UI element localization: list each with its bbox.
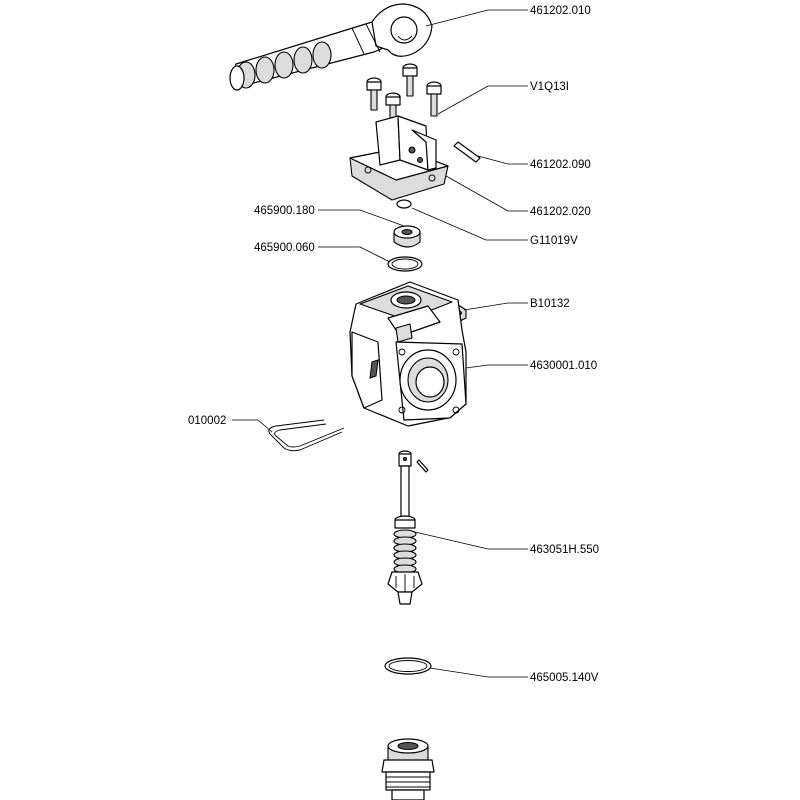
label-g11019v: G11019V <box>530 235 578 247</box>
handle-lever-part <box>230 4 432 90</box>
bottom-fitting-part <box>382 739 434 800</box>
label-v1q13i: V1Q13I <box>530 81 569 93</box>
label-461202-010: 461202.010 <box>530 5 591 17</box>
screw-1 <box>367 78 381 110</box>
bottom-oring-part <box>385 658 431 674</box>
bushing-part <box>394 226 420 247</box>
stem-part <box>388 451 428 604</box>
screw-3 <box>427 82 441 116</box>
label-463051h-550: 463051H.550 <box>530 544 600 556</box>
wire-clip-part <box>269 420 344 451</box>
label-010002: 010002 <box>188 415 227 427</box>
label-4630001-010: 4630001.010 <box>530 360 598 372</box>
label-465900-060: 465900.060 <box>254 242 315 254</box>
pin-part <box>454 142 480 162</box>
oring-part <box>388 257 422 271</box>
label-465900-180: 465900.180 <box>254 205 315 217</box>
valve-body-part <box>350 282 466 426</box>
stem-spring <box>394 530 416 573</box>
label-461202-020: 461202.020 <box>530 206 591 218</box>
screw-2 <box>403 64 417 96</box>
bracket-part <box>350 116 448 200</box>
label-465005-140v: 465005.140V <box>530 672 599 684</box>
small-oring-part <box>397 200 411 208</box>
label-b10132: B10132 <box>530 298 570 310</box>
label-461202-090: 461202.090 <box>530 159 591 171</box>
